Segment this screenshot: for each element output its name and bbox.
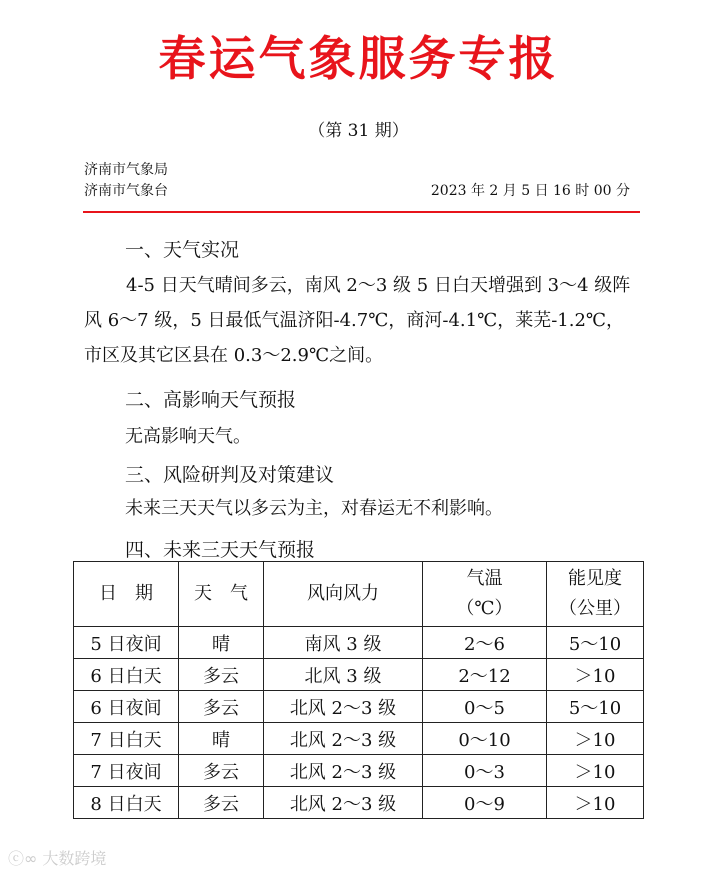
- header-temp: 气温: [466, 568, 503, 589]
- issuer-bureau: 济南市气象局: [84, 162, 168, 178]
- watermark: ⓒ∞ 大数跨境: [8, 849, 107, 868]
- table-row: [74, 691, 644, 723]
- table-row: [74, 755, 644, 787]
- header-wind: 风向风力: [307, 583, 379, 604]
- section-heading: 四、未来三天天气预报: [125, 539, 316, 561]
- cell-temp: 2～6: [423, 627, 547, 659]
- cell-wind: 北风 2～3 级: [264, 691, 423, 723]
- cell-weather: 晴: [179, 723, 264, 755]
- cell-wind: 北风 2～3 级: [264, 723, 423, 755]
- section-heading: 三、风险研判及对策建议: [125, 464, 335, 486]
- header-visibility-unit: （公里）: [559, 598, 631, 619]
- section-body: 4-5 日天气晴间多云，南风 2～3 级 5 日白天增强到 3～4 级阵风 6～7 级，5 日最低气温济阳-4.7℃，商河-4.1℃，莱芜-1.2℃，市区及其它区县在 0.3～2.9℃之间。: [84, 275, 631, 366]
- cell-visibility: ＞10: [547, 755, 644, 787]
- table-row: [74, 659, 644, 691]
- cell-visibility: ＞10: [547, 723, 644, 755]
- section-body: 未来三天天气以多云为主，对春运无不利影响。: [125, 498, 503, 519]
- cell-temp: 0～10: [423, 723, 547, 755]
- cell-weather: 晴: [179, 627, 264, 659]
- red-divider: [83, 211, 640, 213]
- cell-wind: 北风 3 级: [264, 659, 423, 691]
- cell-temp: 2～12: [423, 659, 547, 691]
- cell-date: 7 日白天: [74, 723, 179, 755]
- cell-wind: 北风 2～3 级: [264, 755, 423, 787]
- cell-wind: 南风 3 级: [264, 627, 423, 659]
- cell-weather: 多云: [179, 755, 264, 787]
- header-weather: 天 气: [194, 583, 248, 604]
- cell-temp: 0～9: [423, 787, 547, 819]
- section-heading: 二、高影响天气预报: [125, 389, 297, 411]
- issuer-observatory: 济南市气象台: [84, 183, 168, 199]
- header-date: 日 期: [99, 583, 153, 604]
- cell-temp: 0～3: [423, 755, 547, 787]
- table-row: [74, 627, 644, 659]
- section-body: 无高影响天气。: [125, 426, 251, 447]
- cell-wind: 北风 2～3 级: [264, 787, 423, 819]
- cell-date: 7 日夜间: [74, 755, 179, 787]
- watermark-logo-icon: ⓒ∞: [8, 849, 43, 868]
- cell-visibility: ＞10: [547, 659, 644, 691]
- cell-visibility: ＞10: [547, 787, 644, 819]
- forecast-table: [73, 561, 644, 819]
- cell-visibility: 5～10: [547, 627, 644, 659]
- header-temp-unit: （℃）: [456, 598, 513, 619]
- cell-date: 8 日白天: [74, 787, 179, 819]
- issue-number: （第 31 期）: [308, 121, 409, 141]
- cell-temp: 0～5: [423, 691, 547, 723]
- cell-weather: 多云: [179, 691, 264, 723]
- table-row: [74, 787, 644, 819]
- cell-weather: 多云: [179, 787, 264, 819]
- cell-date: 6 日白天: [74, 659, 179, 691]
- cell-date: 6 日夜间: [74, 691, 179, 723]
- section-heading: 一、天气实况: [125, 239, 240, 261]
- header-visibility: 能见度: [568, 568, 622, 589]
- table-header: [74, 562, 644, 627]
- cell-visibility: 5～10: [547, 691, 644, 723]
- cell-date: 5 日夜间: [74, 627, 179, 659]
- table-row: [74, 723, 644, 755]
- issue-datetime: 2023 年 2 月 5 日 16 时 00 分: [430, 183, 630, 199]
- cell-weather: 多云: [179, 659, 264, 691]
- report-title: 春运气象服务专报: [158, 32, 559, 87]
